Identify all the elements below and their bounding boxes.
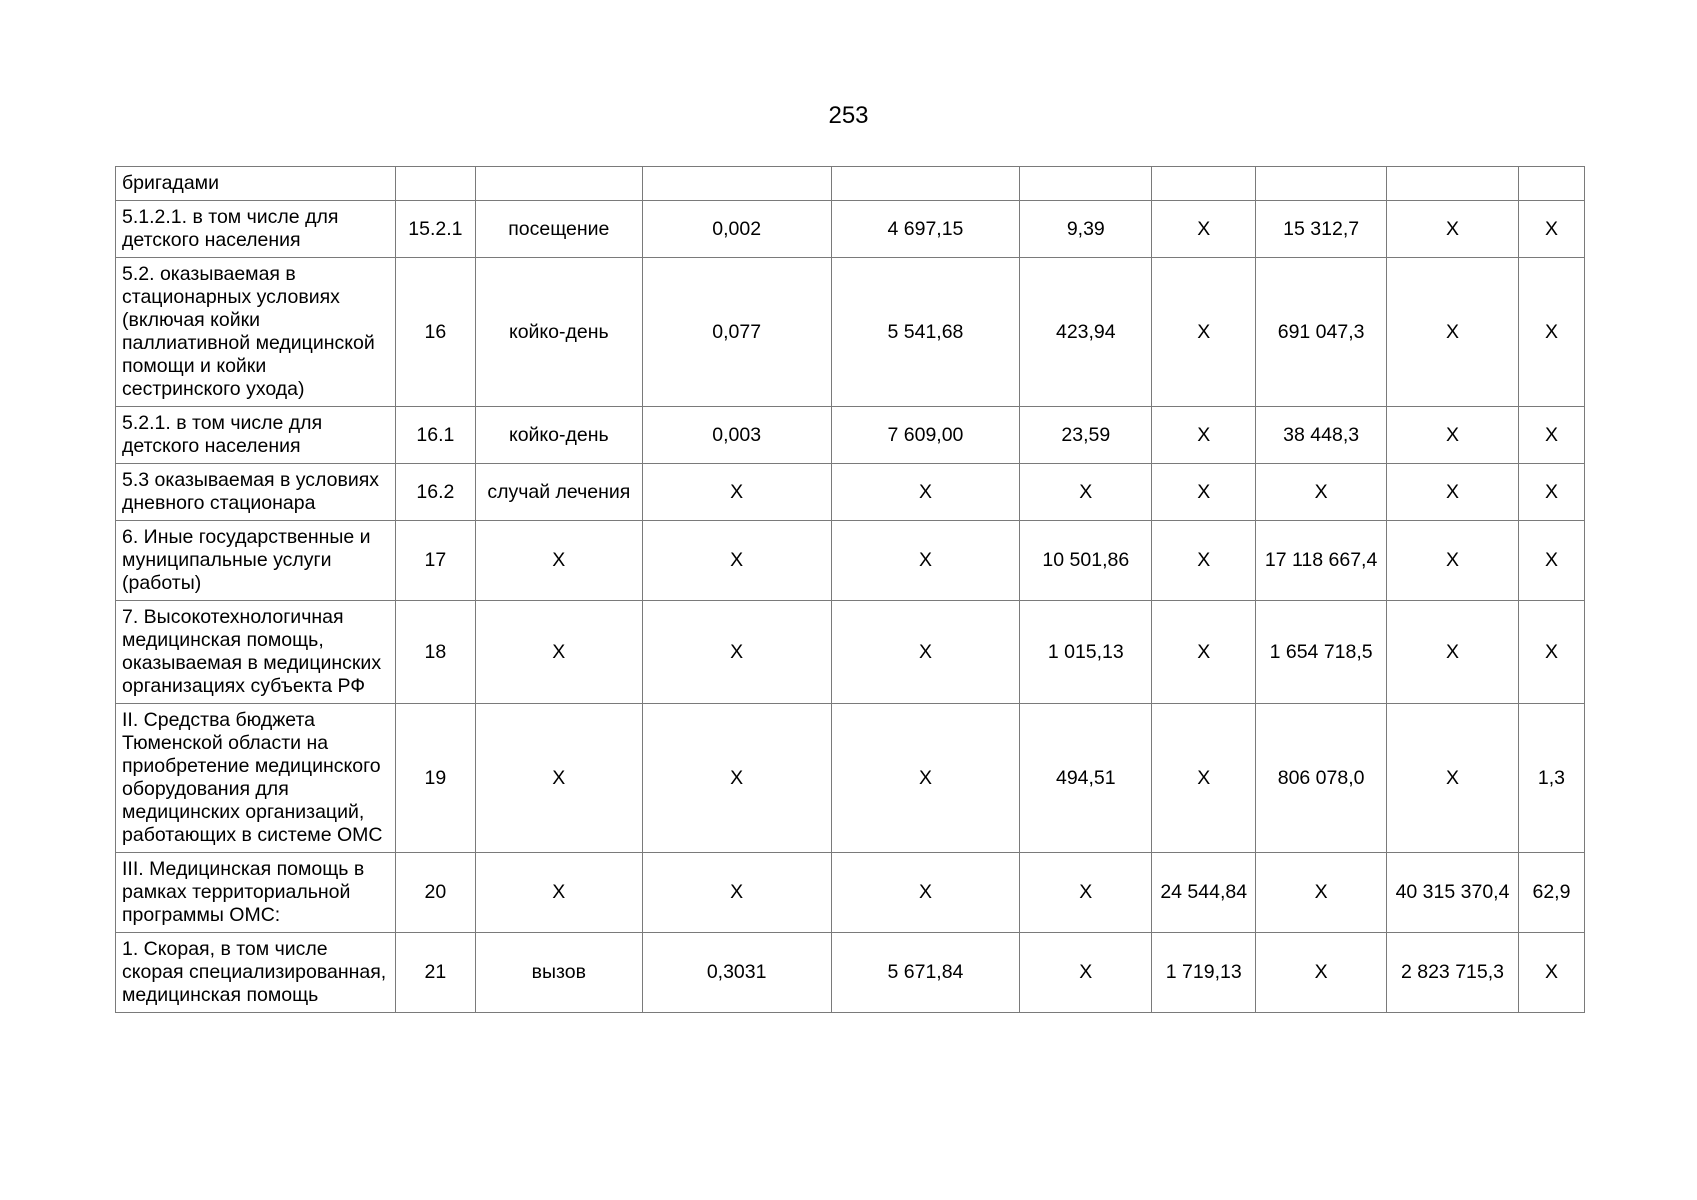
- table-cell: 5.2.1. в том числе для детского населения: [116, 407, 396, 464]
- table-cell: 16.1: [395, 407, 475, 464]
- table-cell: 5.3 оказываемая в условиях дневного стационара: [116, 464, 396, 521]
- table-cell: X: [1152, 407, 1256, 464]
- table-cell: 423,94: [1020, 258, 1152, 407]
- table-cell: X: [1518, 407, 1584, 464]
- table-cell: X: [831, 704, 1020, 853]
- table-cell: 16: [395, 258, 475, 407]
- table-cell: X: [1518, 601, 1584, 704]
- table-cell: X: [475, 704, 642, 853]
- table-cell: X: [831, 521, 1020, 601]
- table-cell: X: [1387, 258, 1519, 407]
- table-cell: X: [831, 601, 1020, 704]
- table-cell: X: [1256, 464, 1387, 521]
- table-cell: 16.2: [395, 464, 475, 521]
- table-cell: 5.1.2.1. в том числе для детского населения: [116, 201, 396, 258]
- table-cell: 17 118 667,4: [1256, 521, 1387, 601]
- table-cell: [1152, 167, 1256, 201]
- table-cell: X: [1020, 933, 1152, 1013]
- table-cell: 1 654 718,5: [1256, 601, 1387, 704]
- table-cell: 19: [395, 704, 475, 853]
- table-cell: II. Средства бюджета Тюменской области на приобретение медицинского оборудования для медицинских организаций, работающих в системе ОМС: [116, 704, 396, 853]
- table-cell: X: [475, 853, 642, 933]
- table-cell: койко-день: [475, 258, 642, 407]
- table-row: [116, 167, 1585, 201]
- table-cell: X: [1387, 704, 1519, 853]
- data-table: [115, 166, 1585, 1013]
- table-row: [116, 407, 1585, 464]
- table-cell: 0,003: [642, 407, 831, 464]
- table-cell: X: [1152, 704, 1256, 853]
- table-row: [116, 933, 1585, 1013]
- table-cell: [1387, 167, 1519, 201]
- table-row: [116, 601, 1585, 704]
- page-number: 253: [828, 102, 869, 129]
- table-cell: 9,39: [1020, 201, 1152, 258]
- table-cell: [1020, 167, 1152, 201]
- table-cell: 23,59: [1020, 407, 1152, 464]
- table-cell: 21: [395, 933, 475, 1013]
- table-cell: X: [1152, 601, 1256, 704]
- table-cell: 7. Высокотехнологичная медицинская помощь, оказываемая в медицинских организациях субъекта РФ: [116, 601, 396, 704]
- table-cell: [831, 167, 1020, 201]
- table-cell: [1518, 167, 1584, 201]
- table-cell: X: [1518, 933, 1584, 1013]
- table-cell: III. Медицинская помощь в рамках территориальной программы ОМС:: [116, 853, 396, 933]
- table-cell: посещение: [475, 201, 642, 258]
- table-cell: 38 448,3: [1256, 407, 1387, 464]
- table-cell: 1,3: [1518, 704, 1584, 853]
- table-cell: X: [1518, 521, 1584, 601]
- table-cell: 15.2.1: [395, 201, 475, 258]
- table-cell: X: [831, 853, 1020, 933]
- table-cell: 7 609,00: [831, 407, 1020, 464]
- table-row: [116, 201, 1585, 258]
- table-cell: 10 501,86: [1020, 521, 1152, 601]
- table-row: [116, 464, 1585, 521]
- table-cell: X: [831, 464, 1020, 521]
- table-cell: X: [1518, 464, 1584, 521]
- table-cell: 20: [395, 853, 475, 933]
- table-cell: койко-день: [475, 407, 642, 464]
- table-cell: 24 544,84: [1152, 853, 1256, 933]
- table-cell: 5 541,68: [831, 258, 1020, 407]
- table-cell: X: [642, 521, 831, 601]
- table-cell: X: [1152, 201, 1256, 258]
- table-cell: X: [1387, 601, 1519, 704]
- table-cell: X: [642, 853, 831, 933]
- table-cell: X: [1387, 201, 1519, 258]
- table-cell: X: [1387, 521, 1519, 601]
- table-cell: 0,002: [642, 201, 831, 258]
- table-cell: X: [642, 601, 831, 704]
- table-cell: 1 719,13: [1152, 933, 1256, 1013]
- table-cell: 1. Скорая, в том числе скорая специализированная, медицинская помощь: [116, 933, 396, 1013]
- table-cell: 18: [395, 601, 475, 704]
- table-cell: X: [1387, 407, 1519, 464]
- table-cell: 4 697,15: [831, 201, 1020, 258]
- table-cell: [395, 167, 475, 201]
- table-cell: X: [1256, 933, 1387, 1013]
- table-cell: [642, 167, 831, 201]
- table-cell: X: [475, 601, 642, 704]
- table-cell: 17: [395, 521, 475, 601]
- table-cell: 0,3031: [642, 933, 831, 1013]
- table-cell: X: [475, 521, 642, 601]
- table-cell: 2 823 715,3: [1387, 933, 1519, 1013]
- table-cell: X: [642, 704, 831, 853]
- table-cell: X: [642, 464, 831, 521]
- table-cell: X: [1518, 201, 1584, 258]
- table-cell: X: [1518, 258, 1584, 407]
- table-cell: X: [1256, 853, 1387, 933]
- table-row: [116, 853, 1585, 933]
- table-cell: 1 015,13: [1020, 601, 1152, 704]
- table-cell: 5.2. оказываемая в стационарных условиях (включая койки паллиативной медицинской помощи и койки сестринского ухода): [116, 258, 396, 407]
- table-cell: вызов: [475, 933, 642, 1013]
- table-cell: X: [1387, 464, 1519, 521]
- table-cell: [1256, 167, 1387, 201]
- table-cell: 40 315 370,4: [1387, 853, 1519, 933]
- table-cell: X: [1152, 258, 1256, 407]
- table-cell: X: [1152, 464, 1256, 521]
- table-cell: 691 047,3: [1256, 258, 1387, 407]
- table-row: [116, 704, 1585, 853]
- table-cell: 0,077: [642, 258, 831, 407]
- table-body: [116, 167, 1585, 1013]
- table-cell: X: [1020, 853, 1152, 933]
- table-cell: 62,9: [1518, 853, 1584, 933]
- table-cell: 806 078,0: [1256, 704, 1387, 853]
- table-cell: X: [1020, 464, 1152, 521]
- table-row: [116, 258, 1585, 407]
- table-row: [116, 521, 1585, 601]
- table-cell: [475, 167, 642, 201]
- table-cell: бригадами: [116, 167, 396, 201]
- table-cell: 6. Иные государственные и муниципальные услуги (работы): [116, 521, 396, 601]
- table-cell: 5 671,84: [831, 933, 1020, 1013]
- table-cell: 494,51: [1020, 704, 1152, 853]
- table-cell: X: [1152, 521, 1256, 601]
- table-cell: 15 312,7: [1256, 201, 1387, 258]
- table-cell: случай лечения: [475, 464, 642, 521]
